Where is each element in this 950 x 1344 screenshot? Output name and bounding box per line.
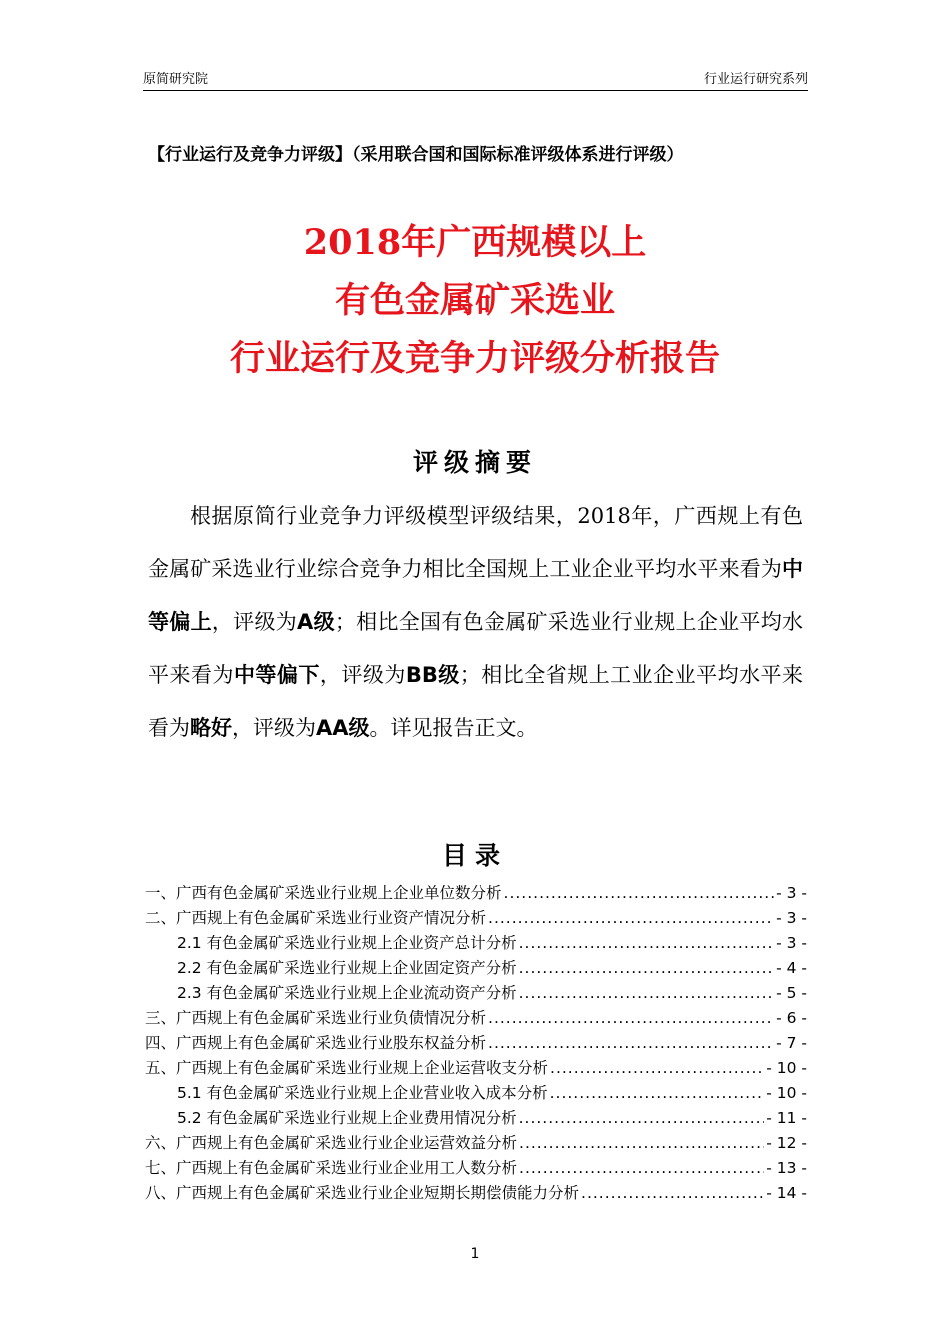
toc-entry-label: 5.1 有色金属矿采选业行业规上企业营业收入成本分析 <box>177 1084 548 1102</box>
toc-entry-label: 5.2 有色金属矿采选业行业规上企业费用情况分析 <box>177 1109 517 1127</box>
summary-paragraph <box>148 490 803 755</box>
toc-entry-label: 七、广西规上有色金属矿采选业行业企业用工人数分析 <box>145 1159 518 1177</box>
table-of-contents <box>145 881 807 1206</box>
report-title <box>0 214 950 388</box>
summary-emphasis: BB级 <box>405 663 460 687</box>
summary-emphasis: 中等偏上 <box>148 557 803 634</box>
summary-emphasis: 中等偏下 <box>233 663 320 687</box>
toc-entry[interactable] <box>145 956 807 981</box>
toc-entry-page: - 10 - <box>766 1084 807 1102</box>
title-line: 有色金属矿采选业 <box>334 280 615 321</box>
toc-entry[interactable] <box>145 1081 807 1106</box>
toc-entry[interactable] <box>145 906 807 931</box>
summary-emphasis: A级 <box>297 610 335 634</box>
toc-entry-page: - 7 - <box>776 1034 807 1052</box>
toc-entry[interactable] <box>145 1056 807 1081</box>
title-line: 行业运行及竞争力评级分析报告 <box>229 338 720 379</box>
summary-emphasis: AA级 <box>316 716 370 740</box>
toc-entry-page: - 12 - <box>766 1134 807 1152</box>
summary-text: ，评级为 <box>211 610 298 634</box>
toc-leader <box>581 1181 764 1206</box>
toc-entry-label: 八、广西规上有色金属矿采选业行业企业短期长期偿债能力分析 <box>145 1184 580 1202</box>
rating-note: 【行业运行及竞争力评级】（采用联合国和国际标准评级体系进行评级） <box>148 145 684 165</box>
toc-entry-page: - 3 - <box>776 909 807 927</box>
toc-entry[interactable] <box>145 1156 807 1181</box>
toc-leader <box>519 1106 765 1131</box>
toc-entry-page: - 14 - <box>766 1184 807 1202</box>
toc-entry[interactable] <box>145 981 807 1006</box>
toc-entry-label: 2.1 有色金属矿采选业行业规上企业资产总计分析 <box>177 934 517 952</box>
toc-entry-page: - 4 - <box>776 959 807 977</box>
toc-entry-label: 五、广西规上有色金属矿采选业行业规上企业运营收支分析 <box>145 1059 549 1077</box>
toc-entry[interactable] <box>145 1106 807 1131</box>
toc-entry-page: - 6 - <box>776 1009 807 1027</box>
toc-leader <box>519 956 775 981</box>
toc-entry[interactable] <box>145 1031 807 1056</box>
toc-leader <box>519 981 775 1006</box>
toc-entry-page: - 13 - <box>766 1159 807 1177</box>
toc-entry-page: - 11 - <box>766 1109 807 1127</box>
page-header <box>143 68 808 91</box>
toc-entry-label: 六、广西规上有色金属矿采选业行业企业运营效益分析 <box>145 1134 518 1152</box>
summary-text: ；相比全省规上工业企业平均水平来看为 <box>148 663 804 740</box>
toc-entry-label: 一、广西有色金属矿采选业行业规上企业单位数分析 <box>145 884 502 902</box>
toc-leader <box>550 1081 765 1106</box>
toc-entry[interactable] <box>145 1131 807 1156</box>
toc-leader <box>519 1131 764 1156</box>
toc-entry-page: - 3 - <box>776 884 807 902</box>
page-number: 1 <box>470 1246 480 1262</box>
toc-entry[interactable] <box>145 1181 807 1206</box>
header-series: 行业运行研究系列 <box>703 72 808 87</box>
summary-text: 。详见报告正文。 <box>369 716 538 740</box>
summary-emphasis: 略好 <box>190 716 232 740</box>
toc-entry-label: 二、广西规上有色金属矿采选业行业资产情况分析 <box>145 909 487 927</box>
summary-text: 根据原简行业竞争力评级模型评级结果，2018年，广西规上有色金属矿采选业行业综合竞争力相比全国规上工业企业平均水平来看为 <box>148 504 803 581</box>
summary-text: ；相比全国有色金属矿采选业行业规上企业平均水平来看为 <box>148 610 804 687</box>
toc-entry-label: 2.3 有色金属矿采选业行业规上企业流动资产分析 <box>177 984 517 1002</box>
toc-leader <box>519 1156 764 1181</box>
summary-text: ，评级为 <box>319 663 406 687</box>
summary-text: ，评级为 <box>232 716 316 740</box>
toc-leader <box>488 906 774 931</box>
toc-entry-label: 2.2 有色金属矿采选业行业规上企业固定资产分析 <box>177 959 517 977</box>
toc-entry[interactable] <box>145 881 807 906</box>
title-line: 2018年广西规模以上 <box>303 222 647 263</box>
toc-leader <box>488 1006 774 1031</box>
toc-entry-label: 三、广西规上有色金属矿采选业行业负债情况分析 <box>145 1009 487 1027</box>
toc-leader <box>488 1031 774 1056</box>
toc-entry[interactable] <box>145 931 807 956</box>
toc-entry-page: - 3 - <box>776 934 807 952</box>
toc-entry-page: - 10 - <box>766 1059 807 1077</box>
toc-leader <box>550 1056 764 1081</box>
toc-leader <box>504 881 775 906</box>
toc-heading: 目录 <box>441 841 508 870</box>
toc-leader <box>519 931 775 956</box>
toc-entry-page: - 5 - <box>776 984 807 1002</box>
toc-entry-label: 四、广西规上有色金属矿采选业行业股东权益分析 <box>145 1034 487 1052</box>
summary-heading: 评级摘要 <box>412 448 537 477</box>
toc-entry[interactable] <box>145 1006 807 1031</box>
header-org: 原简研究院 <box>143 72 209 87</box>
